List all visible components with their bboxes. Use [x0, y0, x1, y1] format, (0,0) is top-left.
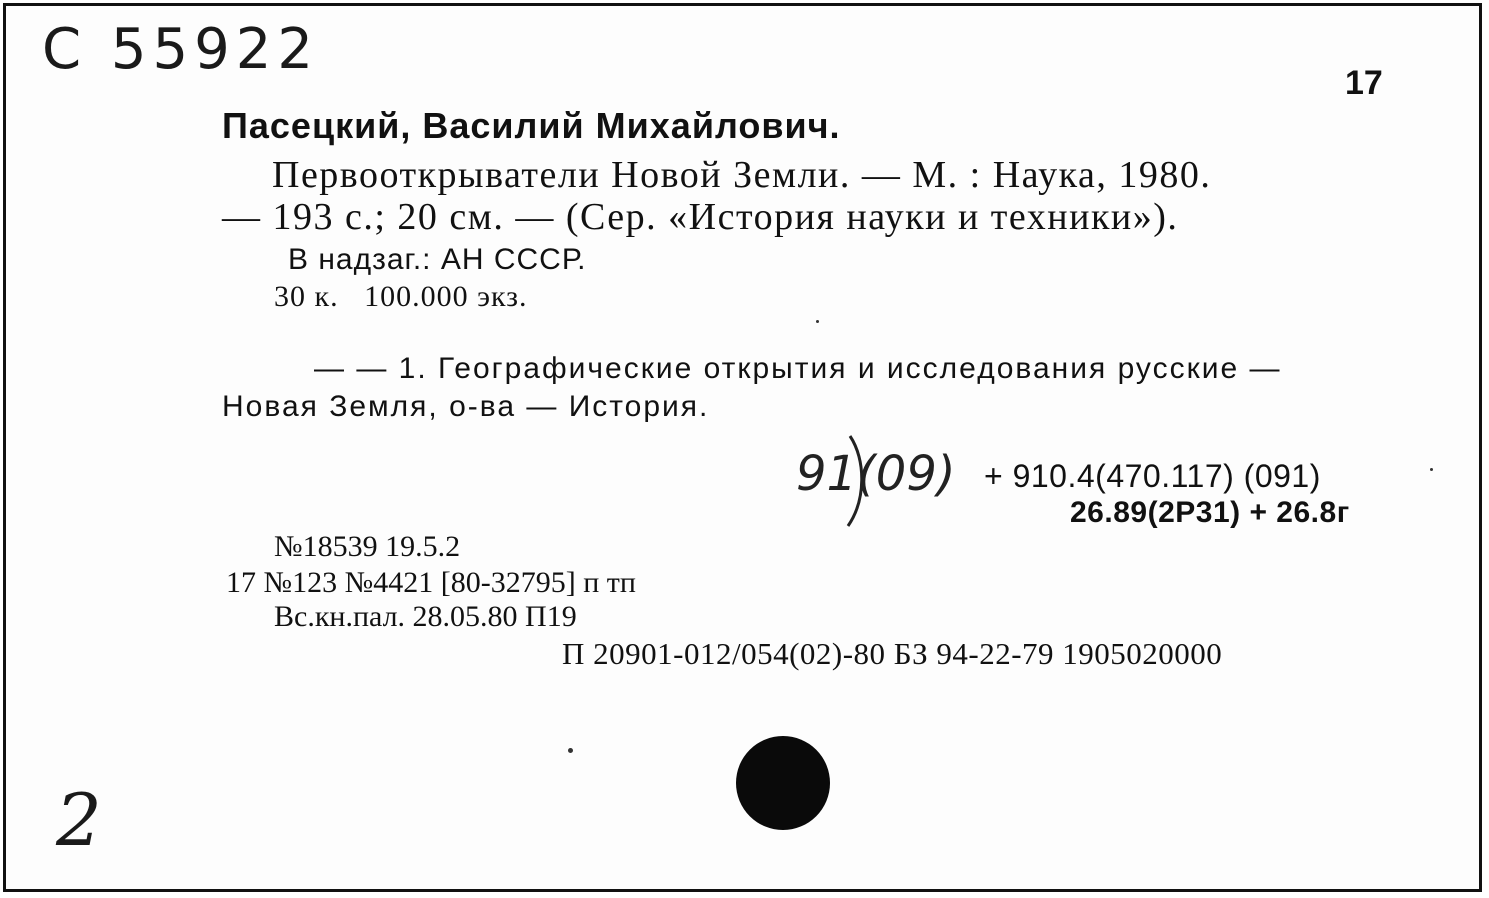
registration-line-1: №18539 19.5.2 — [274, 530, 461, 563]
registration-line-3: Вс.кн.пал. 28.05.80 П19 — [274, 600, 577, 633]
ink-speck — [816, 320, 819, 323]
bbk-classification: 26.89(2Р31) + 26.8г — [1070, 496, 1350, 529]
corner-handwritten-mark: 2 — [56, 778, 102, 862]
punch-hole — [736, 736, 830, 830]
note: В надзаг.: АН СССР. — [288, 243, 587, 276]
call-number: С 55922 — [42, 17, 320, 82]
author-heading: Пасецкий, Василий Михайлович. — [222, 105, 841, 146]
ink-speck — [568, 748, 573, 753]
title-statement: Первооткрыватели Новой Земли. — М. : Наука, 1980. — [272, 154, 1212, 196]
physical-description: — 193 с.; 20 см. — (Сер. «История науки и техники»). — [222, 196, 1179, 238]
subject-heading-line-1: — — 1. Географические открытия и исследования русские — — [314, 352, 1282, 385]
udc-handwritten: 91(09) — [796, 446, 956, 502]
subject-heading-line-2: Новая Земля, о-ва — История. — [222, 390, 710, 423]
price-and-print-run: 30 к. 100.000 экз. — [274, 280, 528, 313]
ink-speck — [1430, 468, 1433, 471]
publication-code: П 20901-012/054(02)-80 БЗ 94-22-79 1905020000 — [562, 636, 1223, 671]
registration-line-2: 17 №123 №4421 [80-32795] п тп — [226, 566, 636, 599]
handwritten-paren-icon — [842, 430, 872, 530]
udc-classification: + 910.4(470.117) (091) — [984, 458, 1321, 494]
card-number: 17 — [1345, 64, 1383, 102]
